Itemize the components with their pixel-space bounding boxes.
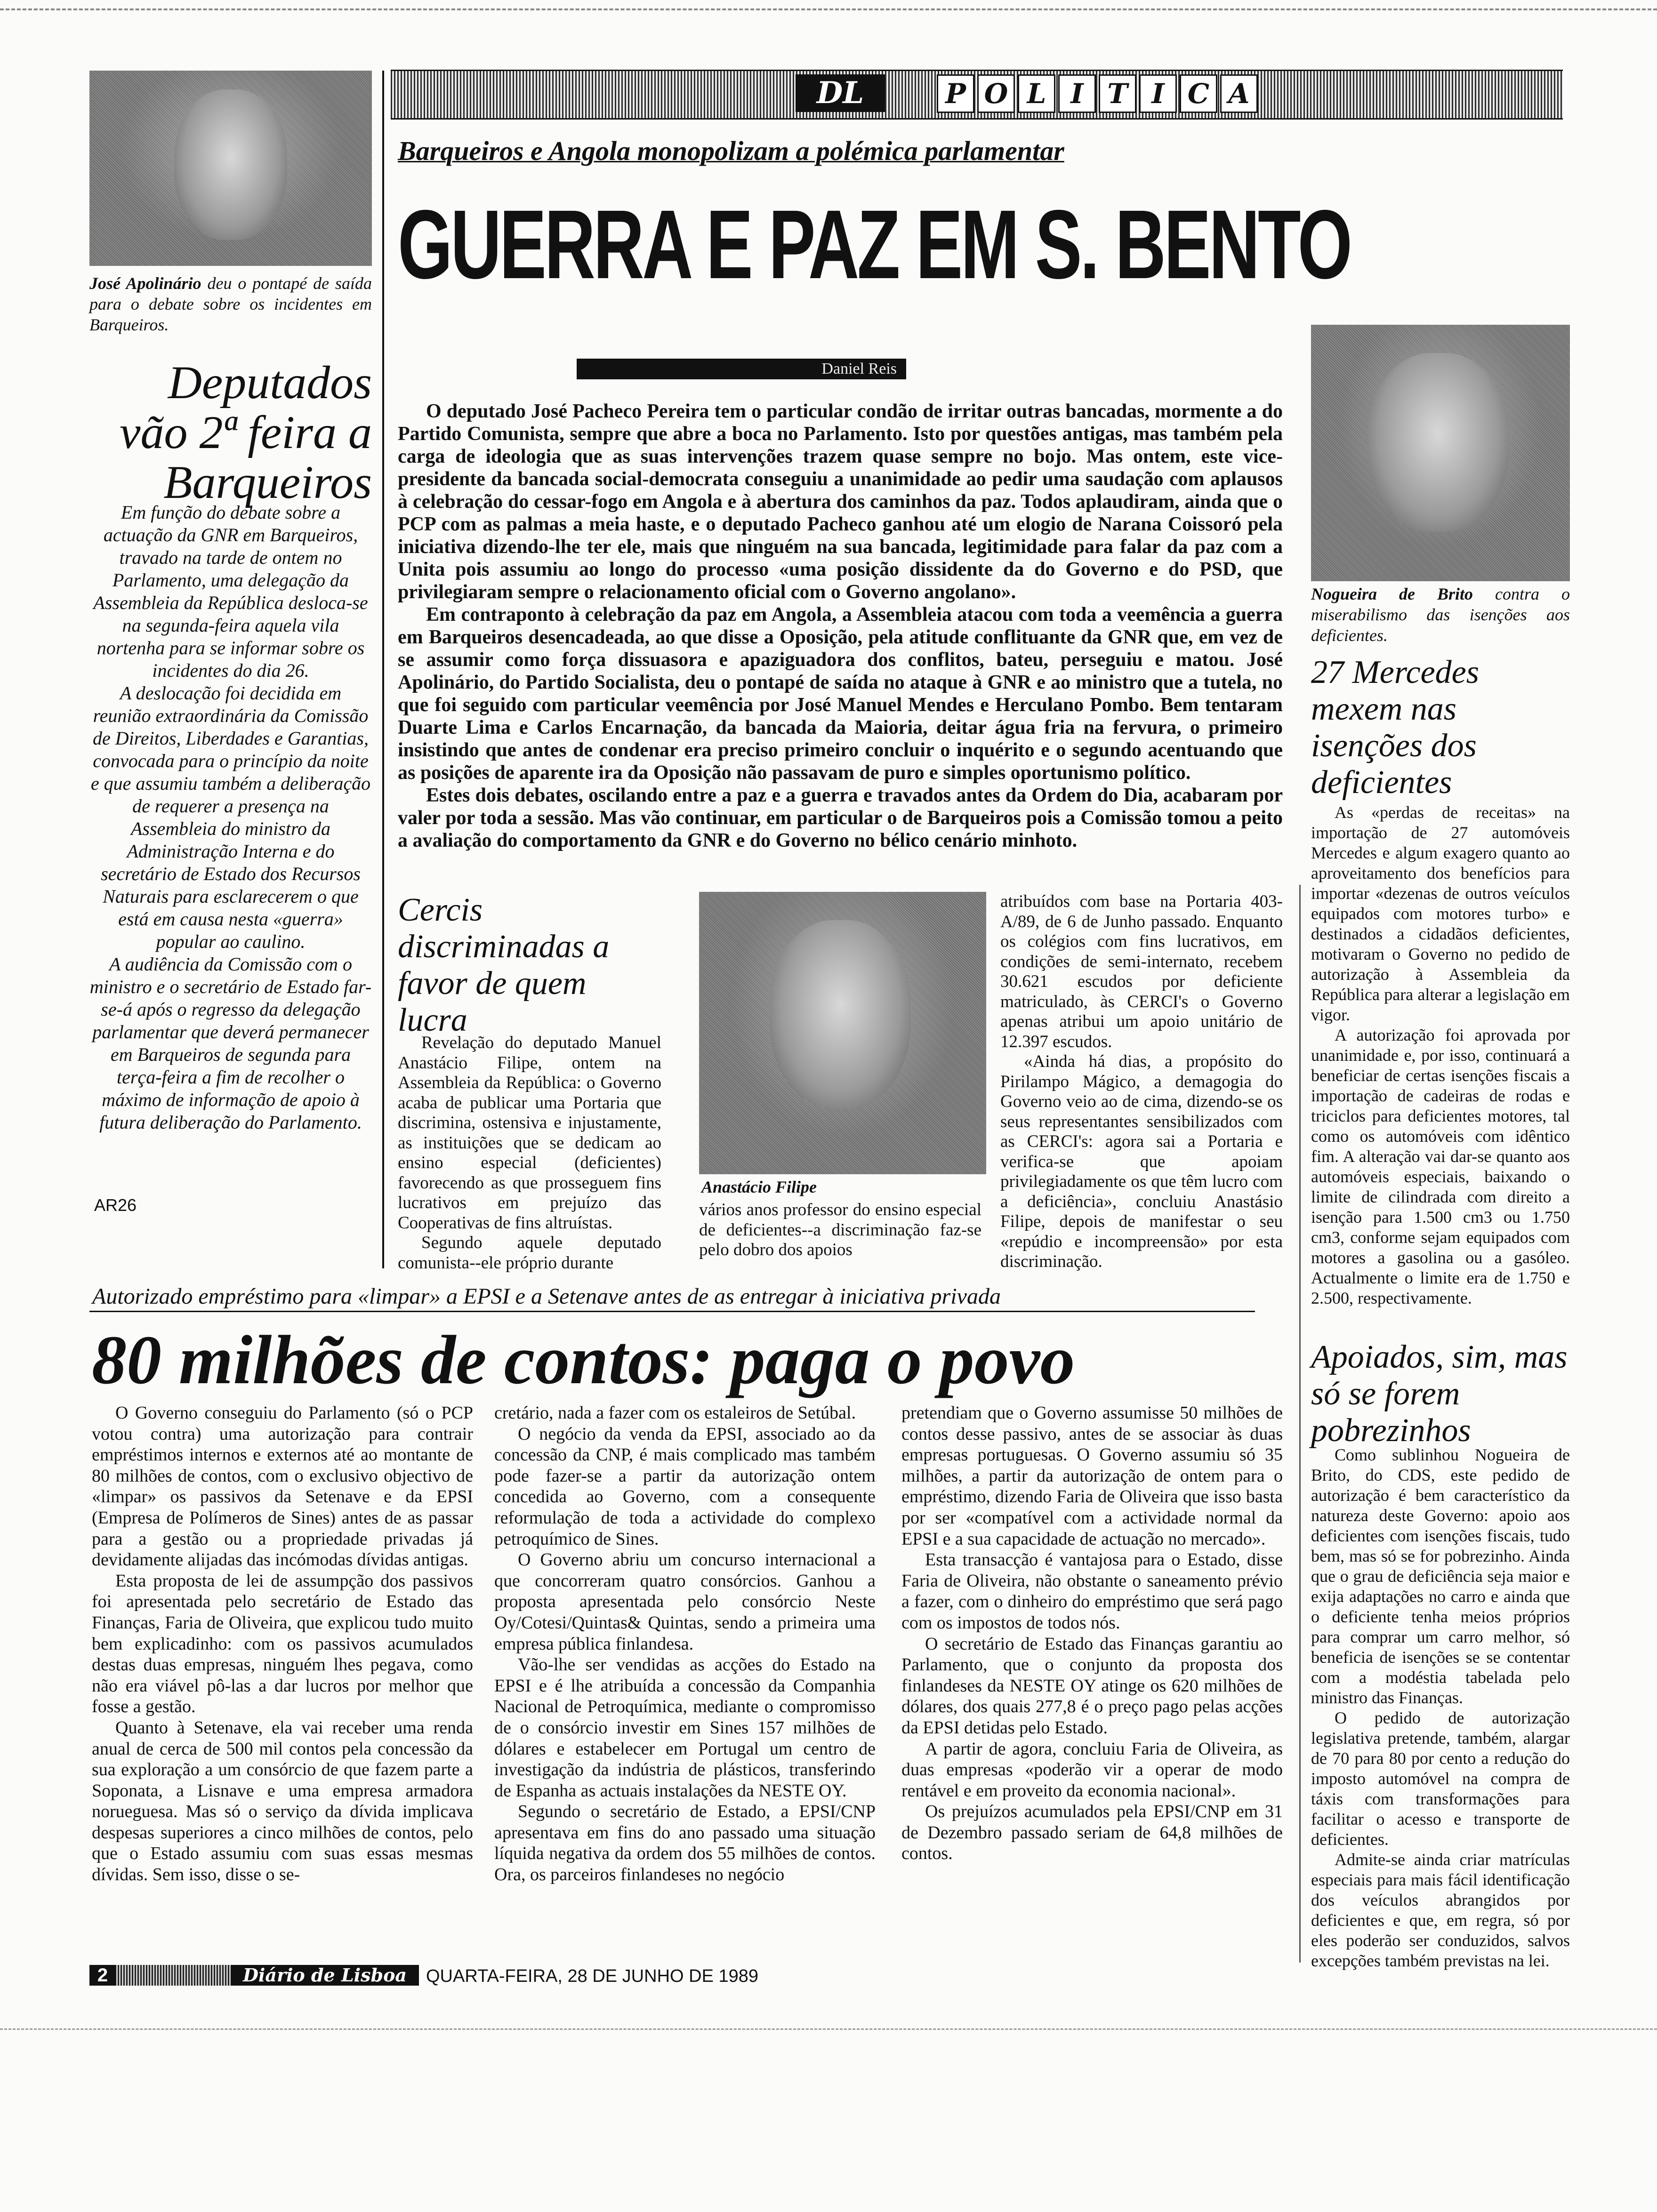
main-headline: GUERRA E PAZ EM S. BENTO: [398, 190, 1351, 299]
sidebar-paragraph: A deslocação foi decidida em reunião extraordinária da Comissão de Direitos, Liberdades e Garantias, convocada para o princípio da noite e que assumiu também a deliberação de requerer a presença na Assembleia do ministro da Administração Interna e do secretário de Estado dos Recursos Naturais para esclarecerem o que está em causa nesta «guerra» popular ao caulino.: [90, 682, 371, 952]
article-paragraph: Os prejuízos acumulados pela EPSI/CNP em 31 de Dezembro passado seriam de 64,8 milhões de contos.: [901, 1802, 1283, 1864]
section-letter: L: [1018, 74, 1055, 113]
cercis-col-3: [1000, 892, 1283, 1272]
article-paragraph: Segundo o secretário de Estado, a EPSI/CNP apresentava em fins do ano passado uma situação líquida negativa da ordem dos 55 milhões de contos. Ora, os parceiros finlandeses no negócio: [494, 1802, 876, 1885]
article-paragraph: «Ainda há dias, a propósito do Pirilampo Mágico, a demagogia do Governo veio ao de cima, dizendo-se os seus representantes sensibilizados com as CERCI's: agora sai a Portaria e verifica-se que apoiam privilegiadamente os que têm lucro com a deficiência», concluiu Anastásio Filipe, depois de manifestar o seu «repúdio e incompreensão» por esta discriminação.: [1000, 1052, 1283, 1271]
cercis-col-1: [398, 1033, 661, 1273]
photo-jose-apolinario: [89, 71, 372, 266]
mercedes-headline: 27 Mercedes mexem nas isenções dos deficientes: [1311, 654, 1479, 801]
article-paragraph: O negócio da venda da EPSI, associado ao da concessão da CNP, é mais complicado mas também pode fazer-se a partir da autorização ontem concedida ao Governo, com a consequente reformulação de toda a actividade do complexo petroquímico de Sines.: [494, 1424, 876, 1549]
article-paragraph: Estes dois debates, oscilando entre a paz e a guerra e travados antes da Ordem do Dia, acabaram por valer por toda a sessão. Mas vão continuar, em particular o de Barqueiros pois a Comissão tomou a peito a avaliação do comportamento da GNR e do Governo no bélico cenário minhoto.: [398, 785, 1283, 851]
margin-mark: AR26: [94, 1195, 137, 1215]
article-paragraph: Segundo aquele deputado comunista--ele próprio durante: [398, 1233, 661, 1273]
article-paragraph: Vão-lhe ser vendidas as acções do Estado na EPSI e é lhe atribuída a concessão da Companhia Nacional de Petroquímica, mediante o compromisso de o consórcio investir em Sines 157 milhões de dólares e estabelecer em Portugal um centro de investigação da indústria de plásticos, transferindo de Espanha as actuais instalações da NESTE OY.: [494, 1655, 876, 1801]
article-paragraph: pretendiam que o Governo assumisse 50 milhões de contos desse passivo, antes de se associar às duas empresas portuguesas. O Governo assumiu só 35 milhões, a partir da autorização de ontem para o empréstimo, dizendo Faria de Oliveira que isso basta por ser «compatível com a actividade normal da EPSI e a sua capacidade de actuação no mercado».: [901, 1403, 1283, 1549]
sidebar-paragraph: A audiência da Comissão com o ministro e o secretário de Estado far-se-á após o regresso da delegação parlamentar que deverá permanecer em Barqueiros de segunda para terça-feira a fim de recolher o máximo de informação de apoio à futura deliberação do Parlamento.: [89, 954, 372, 1133]
section-letter: T: [1099, 74, 1136, 113]
section-letter: I: [1058, 74, 1096, 113]
article-paragraph: O secretário de Estado das Finanças garantiu ao Parlamento, que o conjunto da proposta dos finlandeses da NESTE OY atinge os 620 milhões de dólares, dos quais 277,8 é o preço pago pelas acções da EPSI detidas pelo Estado.: [901, 1634, 1283, 1738]
section-title-politica: [937, 74, 1261, 112]
caption-anastacio-filipe: Anastácio Filipe: [701, 1178, 817, 1196]
sidebar-headline: Deputados vão 2ª feira a Barqueiros: [120, 356, 372, 508]
article-paragraph: Como sublinhou Nogueira de Brito, do CDS, este pedido de autorização é bem característico da natureza deste Governo: apoio aos deficientes com isenções fiscais, tudo bem, mas só se for pobrezinho. Ainda que o grau de deficiência seja maior e exija adaptações no carro e ainda que o deficiente tenha meios próprios para comprar um carro melhor, só beneficia de isenções se se contentar com a modéstia tabelada pelo ministro das Finanças.: [1311, 1445, 1570, 1707]
article-paragraph: A partir de agora, concluiu Faria de Oliveira, as duas empresas «poderão vir a operar de modo rentável e em proveito da economia nacional».: [901, 1739, 1283, 1801]
epsi-strap: Autorizado empréstimo para «limpar» a EPSI e a Setenave antes de as entregar à iniciativa privada: [89, 1282, 1255, 1312]
issue-date: QUARTA-FEIRA, 28 DE JUNHO DE 1989: [426, 1966, 759, 1986]
main-kicker: Barqueiros e Angola monopolizam a polémica parlamentar: [398, 136, 1064, 166]
photo-anastacio-filipe: [699, 892, 986, 1174]
newspaper-name: Diário de Lisboa: [231, 1965, 419, 1986]
photo-nogueira-de-brito: [1311, 325, 1570, 581]
epsi-col-2: [494, 1403, 876, 1885]
dl-logo: DL: [796, 74, 885, 112]
article-paragraph: Esta proposta de lei de assumpção dos passivos foi apresentada pelo secretário de Estado das Finanças, Faria de Oliveira, que explicou tudo muito bem explicadinho: com os passivos acumulados destas duas empresas, ninguém lhes pegava, como não era viável pô-las a dar lucros por melhor que fosse a gestão.: [92, 1571, 473, 1717]
article-paragraph: A autorização foi aprovada por unanimidade e, por isso, continuará a beneficiar de certas isenções fiscais a importação de cadeiras de rodas e triciclos para deficientes motores, tal como os automóveis com idêntico fim. A alteração vai dar-se quanto aos automóveis especiais, baixando o limite de cilindrada com direito a isenção para 1.500 cm3 ou 1.750 cm3, conforme sejam equipados com motores a gasolina ou a gasóleo. Actualmente o limite era de 1.750 e 2.500, respectivamente.: [1311, 1026, 1570, 1307]
mercedes-body: [1311, 802, 1570, 1308]
caption-nogueira-de-brito: [1311, 584, 1570, 646]
article-paragraph: O deputado José Pacheco Pereira tem o particular condão de irritar outras bancadas, mormente a do Partido Comunista, sempre que abre a boca no Parlamento. Isto por questões antigas, mas também pela carga de ideologia que as suas intervenções trazem quase sempre no bojo. Mas ontem, este vice-presidente da bancada social-democrata conseguiu a unanimidade ao pedir uma saudação com aplausos à celebração do cessar-fogo em Angola e à abertura dos caminhos da paz. Todos aplaudiram, ainda que o PCP com as palmas a meia haste, e o deputado Pacheco ganhou até um elogio de Narana Coissoró pela iniciativa dizendo-lhe ter ele, mais que ninguém na sua bancada, legitimidade para falar da paz com a Unita pois assumiu ao longo do processo «uma posição dissidente da do Governo e do PSD, que privilegiaram sempre o relacionamento oficial com o Governo angolano».: [398, 401, 1283, 603]
cercis-col-2: vários anos professor do ensino especial de deficientes--a discriminação faz-se pelo dobro dos apoios: [699, 1200, 981, 1259]
article-paragraph: Revelação do deputado Manuel Anastácio Filipe, ontem na Assembleia da República: o Governo acaba de publicar uma Portaria que discrimina, ostensiva e injustamente, as instituições que se dedicam ao ensino especial (deficientes) favorecendo as que prosseguem fins lucrativos em prejuízo das Cooperativas de fins altruístas.: [398, 1033, 661, 1233]
article-paragraph: cretário, nada a fazer com os estaleiros de Setúbal.: [494, 1403, 856, 1423]
article-paragraph: O Governo abriu um concurso internacional a que concorreram quatro consórcios. Ganhou a proposta apresentada pelo consórcio Neste Oy/Cotesi/Quintas& Quintas, sendo a primeira uma empresa pública finlandesa.: [494, 1550, 876, 1654]
section-letter: P: [937, 74, 974, 113]
article-paragraph: Em contraponto à celebração da paz em Angola, a Assembleia atacou com toda a veemência a guerra em Barqueiros desencadeada, ao que disse a Oposição, pela atitude conflituante da GNR que, em vez de se assumir como força dissuasora e apaziguadora dos conflitos, bateu, perseguiu e matou. José Apolinário, do Partido Socialista, deu o pontapé de saída no ataque à GNR e ao ministro que a tutela, no que foi seguido com particular veemência por José Manuel Mendes e Herculano Pombo. Bem tentaram Duarte Lima e Carlos Encarnação, da bancada da Maioria, deitar água fria na fervura, o primeiro insistindo que antes de condenar era preciso primeiro concluir o inquérito e o segundo acentuando que as posições de aparente ira da Oposição não passavam de puro e simples oportunismo político.: [398, 604, 1283, 784]
section-letter: O: [977, 74, 1015, 113]
section-letter: A: [1220, 74, 1258, 113]
scan-border-bottom: [0, 2028, 1657, 2030]
article-paragraph: atribuídos com base na Portaria 403-A/89, de 6 de Junho passado. Enquanto os colégios com fins lucrativos, em condições de semi-internato, recebem 30.621 escudos por deficiente matriculado, às CERCI's o Governo apenas atribui um apoio unitário de 12.397 escudos.: [1000, 892, 1283, 1051]
caption-text: deu o pontapé de saída para o debate sobre os incidentes em Barqueiros.: [89, 274, 372, 334]
column-rule: [1299, 885, 1301, 1963]
scan-border-top: [0, 8, 1657, 10]
caption-text: contra o miserabilismo das isenções aos deficientes.: [1311, 585, 1570, 645]
byline: Daniel Reis: [577, 359, 906, 379]
page-number: 2: [89, 1965, 116, 1986]
section-letter: C: [1180, 74, 1217, 113]
caption-jose-apolinario: [89, 273, 372, 335]
main-article-body: [398, 400, 1283, 852]
article-paragraph: O pedido de autorização legislativa pretende, também, alargar de 70 para 80 por cento a redução do imposto automóvel na compra de táxis com transformações para facilitar o acesso e transporte de deficientes.: [1311, 1708, 1570, 1849]
epsi-col-1: [92, 1403, 473, 1885]
epsi-headline: 80 milhões de contos: paga o povo: [92, 1322, 1075, 1399]
article-paragraph: Admite-se ainda criar matrículas especiais para mais fácil identificação dos veículos abrangidos por deficientes e que, em regra, só por eles poderão ser conduzidos, salvos excepções também previstas na lei.: [1311, 1850, 1570, 1970]
section-letter: I: [1139, 74, 1177, 113]
cercis-headline: Cercis discriminadas a favor de quem lucra: [398, 892, 610, 1038]
sidebar-paragraph: Em função do debate sobre a actuação da GNR em Barqueiros, travado na tarde de ontem no Parlamento, uma delegação da Assembleia da República desloca-se na segunda-feira aquela vila nortenha para se informar sobre os incidentes do dia 26.: [93, 502, 368, 681]
caption-name: Nogueira de Brito: [1311, 585, 1473, 603]
article-paragraph: Esta transacção é vantajosa para o Estado, disse Faria de Oliveira, não obstante o saneamento prévio a fazer, com o dinheiro do empréstimo que será pago com os impostos de todos nós.: [901, 1550, 1283, 1633]
caption-name: José Apolinário: [89, 274, 201, 293]
article-paragraph: As «perdas de receitas» na importação de 27 automóveis Mercedes e algum exagero quanto ao aproveitamento dos benefícios para importar «dezenas de outros veículos equipados com motores turbo» e destinados a cidadãos deficientes, motivaram o Governo no pedido de autorização à Assembleia da República para alterar a legislação em vigor.: [1311, 803, 1570, 1024]
article-paragraph: Quanto à Setenave, ela vai receber uma renda anual de cerca de 500 mil contos pela concessão da sua exploração a um consórcio de que fazem parte a Soponata, a Lisnave e uma empresa armadora norueguesa. Mas só o serviço da dívida implicava despesas superiores a cinco milhões de contos, pelo que o Estado assumiu com suas essas mesmas dívidas. Sem isso, disse o se-: [92, 1717, 473, 1885]
article-paragraph: O Governo conseguiu do Parlamento (só o PCP votou contra) uma autorização para contrair empréstimos internos e externos até ao montante de 80 milhões de contos, com o exclusivo objectivo de «limpar» os passivos da Setenave e da EPSI (Empresa de Polímeros de Sines) antes de as passar para a gestão ou a propriedade privadas já devidamente alijadas das incómodas dívidas antigas.: [92, 1403, 473, 1570]
epsi-col-3: [901, 1403, 1283, 1864]
sidebar-body: [89, 501, 372, 1134]
apoiados-headline: Apoiados, sim, mas só se forem pobrezinhos: [1311, 1339, 1568, 1449]
column-rule: [382, 71, 384, 1268]
apoiados-body: [1311, 1445, 1570, 1971]
